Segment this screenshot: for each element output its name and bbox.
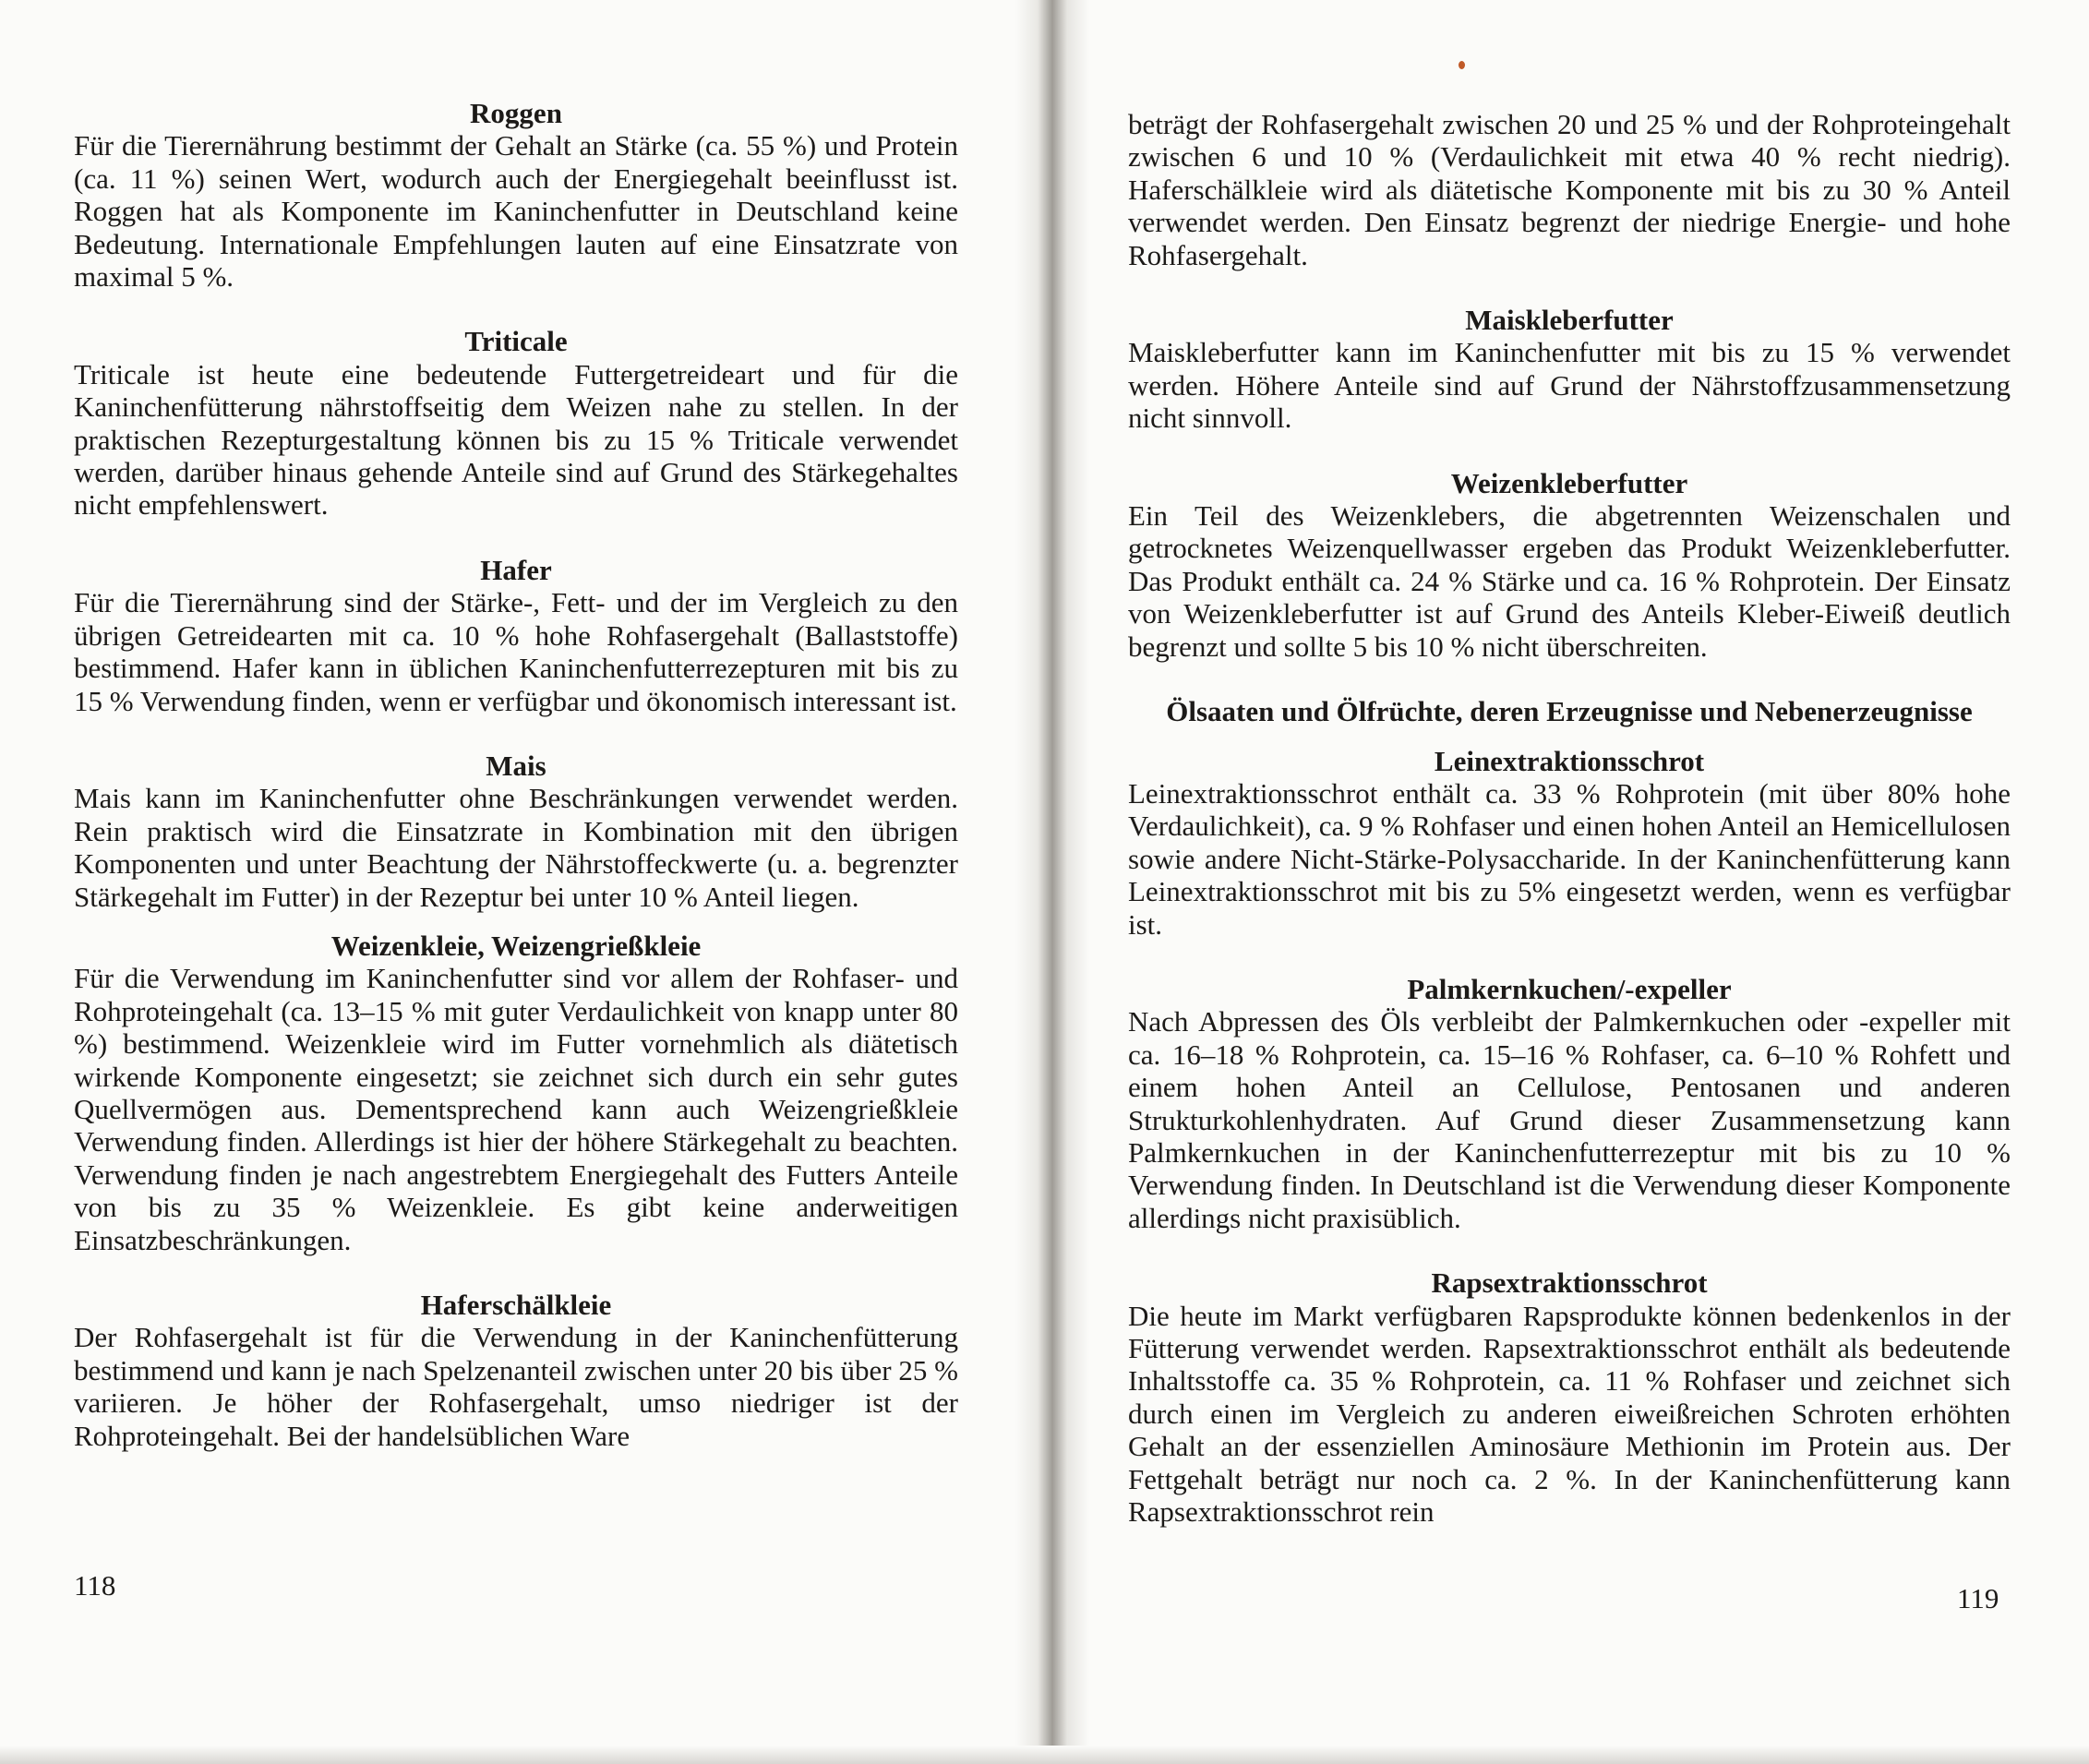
page-edge-shadow — [0, 1746, 2089, 1764]
page-number: 119 — [1957, 1582, 1999, 1614]
section-heading: Roggen — [470, 97, 562, 129]
left-page — [0, 0, 1025, 1764]
ink-dot — [1459, 61, 1465, 69]
section-heading: Maiskleberfutter — [1465, 304, 1674, 337]
section-paragraph: Maiskleberfutter kann im Kaninchenfutter mit bis zu 15 % verwendet werden. Höhere Anteile sind auf Grund der Nährstoffzusammensetzung nicht sinnvoll. — [1128, 336, 2011, 435]
section-hafer — [74, 554, 958, 717]
continued-paragraph: beträgt der Rohfasergehalt zwischen 20 und 25 % und der Rohproteingehalt zwischen 6 und 10 % (Verdaulichkeit mit etwa 40 % recht niedrig). Haferschälkleie wird als diätetische Komponente mit bis zu 30 % Anteil verwendet werden. Den Einsatz begrenzt der niedrige Energie- und hohe Rohfasergehalt. — [1128, 108, 2011, 271]
section-heading: Hafer — [480, 553, 552, 586]
section-heading: Weizenkleberfutter — [1450, 466, 1688, 499]
section-paragraph: Ein Teil des Weizenklebers, die abgetrennten Weizenschalen und getrocknetes Weizenquellwasser ergeben das Produkt Weizenkleberfutter. Das Produkt enthält ca. 24 % Stärke und ca. 16 % Rohprotein. Der Einsatz von Weizenkleberfutter ist auf Grund des Anteils Kleber-Eiweiß deutlich begrenzt und sollte 5 bis 10 % nicht überschreiten. — [1128, 499, 2011, 663]
section-heading: Mais — [486, 749, 546, 782]
section-weizenkleie — [74, 930, 958, 1256]
section-heading: Rapsextraktionsschrot — [1431, 1266, 1708, 1300]
section-weizenkleberfutter — [1128, 467, 2011, 663]
section-heading: Haferschälkleie — [420, 1289, 612, 1321]
section-leinextraktionsschrot — [1128, 745, 2011, 941]
section-paragraph: Für die Tierernährung bestimmt der Gehalt an Stärke (ca. 55 %) und Protein (ca. 11 %) seinen Wert, wodurch auch der Energiegehalt beeinflusst ist. Roggen hat als Komponente im Kaninchenfutter in Deutschland keine Bedeutung. Internationale Empfehlungen lauten auf eine Einsatzrate von maximal 5 %. — [74, 129, 958, 294]
chapter-oelsaaten — [1128, 695, 2011, 727]
page-number: 118 — [74, 1569, 116, 1602]
section-heading: Palmkernkuchen/-expeller — [1407, 972, 1732, 1005]
chapter-heading: Ölsaaten und Ölfrüchte, deren Erzeugnisse und Nebenerzeugnisse — [1166, 695, 1973, 728]
section-heading: Weizenkleie, Weizengrießkleie — [330, 929, 702, 962]
section-paragraph: Für die Tierernährung sind der Stärke-, Fett- und der im Vergleich zu den übrigen Getreidearten mit ca. 10 % hohe Rohfasergehalt (Ballaststoffe) bestimmend. Hafer kann in üblichen Kaninchenfutterrezepturen mit bis zu 15 % Verwendung finden, wenn er verfügbar und ökonomisch interessant ist. — [74, 586, 958, 717]
section-paragraph: Leinextraktionsschrot enthält ca. 33 % Rohprotein (mit über 80% hohe Verdaulichkeit), ca. 9 % Rohfaser und einen hohen Anteil an Hemicellulosen sowie andere Nicht-Stärke-Polysaccharide. In der Kaninchenfütterung kann Leinextraktionsschrot mit bis zu 5% eingesetzt werden, wenn es verfügbar ist. — [1128, 776, 2011, 941]
section-paragraph: Die heute im Markt verfügbaren Rapsprodukte können bedenkenlos in der Fütterung verwendet werden. Rapsextraktionsschrot enthält als bedeutende Inhaltsstoffe ca. 35 % Rohprotein, ca. 11 % Rohfaser und zeichnet sich durch einen im Vergleich zu anderen eiweißreichen Schroten erhöhten Gehalt an der essenziellen Aminosäure Methionin im Protein aus. Der Fettgehalt beträgt nur noch ca. 2 %. In der Kaninchenfütterung kann Rapsextraktionsschrot rein — [1128, 1299, 2011, 1529]
section-maiskleberfutter — [1128, 304, 2011, 435]
section-heading: Triticale — [464, 325, 568, 358]
section-paragraph: Für die Verwendung im Kaninchenfutter sind vor allem der Rohfaser- und Rohproteingehalt (ca. 13–15 % mit guter Verdaulichkeit von knapp unter 80 %) bestimmend. Weizenkleie wird im Futter vornehmlich als diätetisch wirkende Komponente eingesetzt; sie zeichnet sich durch ein sehr gutes Quellvermögen aus. Dementsprechend kann auch Weizengrießkleie Verwendung finden. Allerdings ist hier der höhere Stärkegehalt zu beachten. Verwendung finden je nach angestrebtem Energiegehalt des Futters Anteile von bis zu 35 % Weizenkleie. Es gibt keine anderweitigen Einsatzbeschränkungen. — [74, 962, 958, 1256]
section-roggen — [74, 97, 958, 293]
section-paragraph: Der Rohfasergehalt ist für die Verwendung in der Kaninchenfütterung bestimmend und kann je nach Spelzenanteil zwischen unter 20 bis über 25 % variieren. Je höher der Rohfasergehalt, umso niedriger ist der Rohproteingehalt. Bei der handelsüblichen Ware — [74, 1321, 958, 1452]
section-triticale — [74, 325, 958, 521]
section-haferschaelkleie — [74, 1289, 958, 1452]
right-page — [1062, 0, 2089, 1764]
section-palmkernkuchen — [1128, 973, 2011, 1234]
section-rapsextraktionsschrot — [1128, 1266, 2011, 1528]
section-mais — [74, 750, 958, 913]
right-page-text — [1128, 108, 2011, 1528]
left-page-text — [74, 97, 958, 1452]
section-paragraph: Nach Abpressen des Öls verbleibt der Palmkernkuchen oder -expeller mit ca. 16–18 % Rohprotein, ca. 15–16 % Rohfaser, ca. 6–10 % Rohfett und einem hohen Anteil an Cellulose, Pentosanen und anderen Strukturkohlenhydraten. Auf Grund dieser Zusammensetzung kann Palmkernkuchen in der Kaninchenfutterrezeptur mit bis zu 10 % Verwendung finden. In Deutschland ist die Verwendung dieser Komponente allerdings nicht praxisüblich. — [1128, 1005, 2011, 1234]
section-heading: Leinextraktionsschrot — [1434, 744, 1705, 777]
section-paragraph: Mais kann im Kaninchenfutter ohne Beschränkungen verwendet werden. Rein praktisch wird die Einsatzrate in Kombination mit den übrigen Komponenten und unter Beachtung der Nährstoffeckwerte (u. a. begrenzter Stärkegehalt im Futter) in der Rezeptur bei unter 10 % Anteil liegen. — [74, 782, 958, 913]
section-paragraph: Triticale ist heute eine bedeutende Futtergetreideart und für die Kaninchenfütterung nährstoffseitig dem Weizen nahe zu stellen. In der praktischen Rezepturgestaltung können bis zu 15 % Triticale verwendet werden, darüber hinaus gehende Anteile sind auf Grund des Stärkegehaltes nicht empfehlenswert. — [74, 357, 958, 522]
